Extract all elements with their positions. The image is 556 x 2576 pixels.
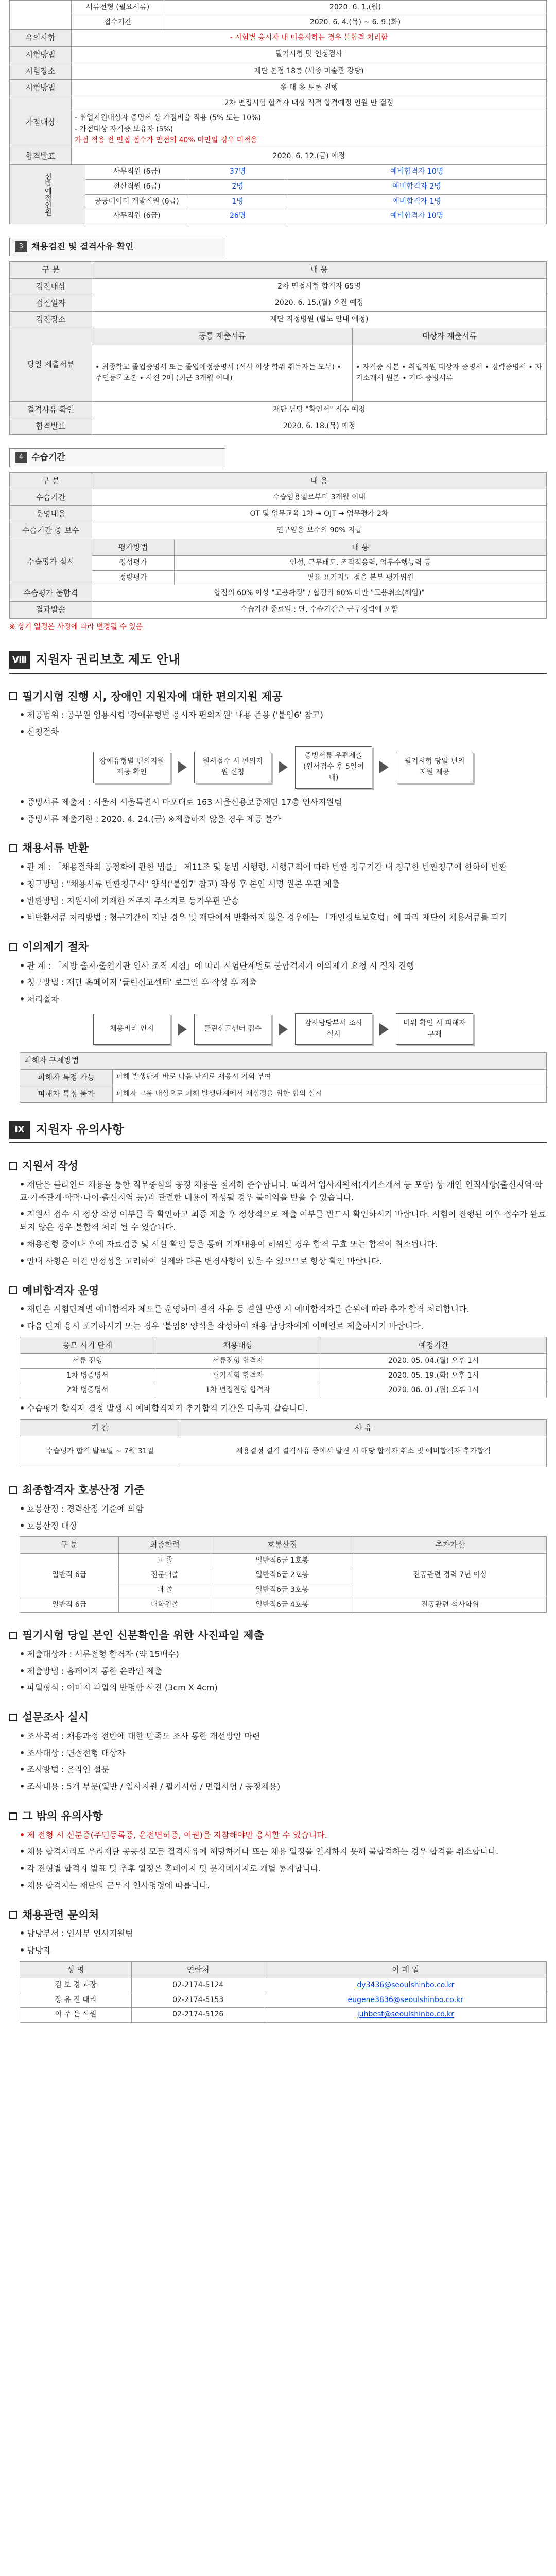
flow-step: 필기시험 당일 편의지원 제공 xyxy=(396,752,473,783)
other-notes-content: • 제 전형 시 신분증(주민등록증, 운전면허증, 여권)을 지참해야만 응시할 수 있습니다. • 채용 합격자라도 우리재단 공공성 모든 결격사유에 해당하거나 또는 채용 일정을 인지하지 못해 불합격하는 경우 합격을 취소합니다. • 각 전형별 합격자 발표 및 추후 일정은 홈페이지 및 문자메시지로 개별 통지합니다. • 채용 합격자는 재단의 근무지 인사명령에 따릅니다. xyxy=(20,1829,499,1890)
table-row: 응모 시기 단계 채용대상 예정기간 xyxy=(20,1337,547,1353)
table-row: 전산직원 (6급) 2명 예비합격자 2명 xyxy=(10,180,547,195)
table-row: 시험방법 필기시험 및 인성검사 xyxy=(10,46,547,63)
table-row: 운영내용 OT 및 업무교육 1차 → OJT → 업무평가 2차 xyxy=(10,506,547,522)
table-row: 피해자 특정 불가 피해자 그룹 대상으로 피해 발생단계에서 재심정을 위한 협의 실시 xyxy=(20,1086,547,1102)
table-row: 수습평가 불합격 합점의 60% 이상 "고용확정" / 합점의 60% 미만 "고용취소(해임)" xyxy=(10,585,547,602)
objection-flow xyxy=(20,1013,547,1045)
subsection-objection: 이의제기 절차 xyxy=(9,939,547,956)
application-flow xyxy=(20,746,547,789)
table-row: 일반직 6급 고 졸 일반직6급 1호봉 전공관련 경력 7년 이상 xyxy=(20,1553,547,1568)
flow-step: 비위 확인 시 피해자 구제 xyxy=(396,1013,473,1045)
survey-content: • 조사목적 : 채용과정 전반에 대한 만족도 조사 통한 개선방안 마련 • 조사대상 : 면접전형 대상자 • 조사방법 : 온라인 설문 • 조사내용 : 5개 부문(일반 / 입사지원 / 필기시험 / 면접시험 / 공정채용) xyxy=(20,1731,281,1792)
arrow-right-icon xyxy=(178,1023,187,1036)
square-bullet-icon xyxy=(9,1714,17,1721)
table-row: 결격사유 확인 재단 담당 "확인서" 접수 예정 xyxy=(10,401,547,418)
table-row: 수습기간 중 보수 연구임용 보수의 90% 지급 xyxy=(10,522,547,539)
section-9-heading: Ⅸ 지원자 유의사항 xyxy=(9,1120,547,1143)
table-row: 검진장소 재단 지정병원 (별도 안내 예정) xyxy=(10,312,547,328)
section-3-heading: 3 채용검진 및 결격사유 확인 xyxy=(9,238,225,256)
table-row: 구 분 최종학력 호봉산정 추가가산 xyxy=(20,1537,547,1553)
headcount-table xyxy=(9,164,547,224)
square-bullet-icon xyxy=(9,1632,17,1639)
table-row: 검진대상 2차 면접시험 합격자 65명 xyxy=(10,278,547,295)
table-row: 서류전형 (필요서류) 2020. 6. 1.(월) xyxy=(10,1,547,15)
arrow-right-icon xyxy=(379,1023,389,1036)
table-row: 시험방법 多 대 多 토론 진행 xyxy=(10,80,547,96)
table-row: 사무직원 (6급) 26명 예비합격자 10명 xyxy=(10,209,547,224)
reserve-period-table xyxy=(20,1419,547,1467)
arrow-right-icon xyxy=(279,761,288,773)
subsection-pay-grade: 최종합격자 호봉산정 기준 xyxy=(9,1482,547,1499)
flow-step: 증빙서류 우편제출 (원서접수 후 5일이내) xyxy=(295,746,372,789)
flow-step: 원서접수 시 편의지원 신청 xyxy=(194,752,271,783)
table-row: 대 졸 일반직6급 3호봉 xyxy=(20,1583,547,1598)
flow-step: 감사담당부서 조사 실시 xyxy=(295,1013,372,1045)
table-row: - 취업지원대상자 증명서 상 가점비율 적용 (5% 또는 10%) - 가점대상 자격증 보유자 (5%) 가점 적용 전 면접 점수가 만점의 40% 미만일 경우 미적용 xyxy=(10,111,547,148)
table-row: 수습기간 수습임용일로부터 3개월 이내 xyxy=(10,489,547,505)
objection-content: • 관 계 : 「지방 출자·출연기관 인사 조직 지침」에 따라 시험단계별로 불합격자가 이의제기 요청 시 절차 진행 • 청구방법 : 재단 홈페이지 '클린신고센터' 로그인 후 작성 후 제출 • 처리절차 채용비리 인지 클린신고센터 접수 감사담당부서 조사 실시 비위 확인 시 피해자 구제 피해자 구제방법 피해자 특정 가능 피해 발생단계 바로 다음 단계로 재응시 기회 부여 피해자 특정 불가 피해자 그룹 대상으로 피해 발생단계에서 재심정을 위한 협의 실시 xyxy=(9,960,547,1103)
pay-grade-table xyxy=(20,1536,547,1613)
flow-step: 채용비리 인지 xyxy=(93,1014,170,1045)
table-row: 장 유 진 대리 02-2174-5153 eugene3836@seoulshinbo.co.kr xyxy=(20,1993,547,2008)
table-row: 김 보 경 과장 02-2174-5124 dy3436@seoulshinbo.co.kr xyxy=(20,1978,547,1993)
subsection-application-writing: 지원서 작성 xyxy=(9,1158,547,1175)
subsection-document-return: 채용서류 반환 xyxy=(9,840,547,857)
flow-step: 클린신고센터 접수 xyxy=(194,1014,271,1045)
probation-table xyxy=(9,472,547,619)
table-row: 일반직 6급 대학원졸 일반직6급 4호봉 전공관련 석사학위 xyxy=(20,1598,547,1613)
subsection-survey: 설문조사 실시 xyxy=(9,1709,547,1726)
table-row: 피해자 구제방법 xyxy=(20,1053,547,1069)
table-row: 정량평가 필요 표기지도 점을 본부 평가위원 xyxy=(10,570,547,585)
contact-email-link[interactable]: eugene3836@seoulshinbo.co.kr xyxy=(348,1995,463,2004)
arrow-right-icon xyxy=(379,761,389,773)
disability-support-content: • 제공범위 : 공무원 임용시험 '장애유형별 응시자 편의지원' 내용 준용 ('붙임6' 참고) • 신청절차 장애유형별 편의지원 제공 확인 원서접수 시 편의지원 신청 증빙서류 우편제출 (원서접수 후 5일이내) 필기시험 당일 편의지원 제공 • 증빙서류 제출처 : 서울시 서울특별시 마포대로 163 서울신용보증재단 17층 인사지원팀 • 증빙서류 제출기한 : 2020. 4. 24.(금) ※제출하지 않을 경우 제공 불가 xyxy=(9,709,547,825)
table-row: 구 분 내 용 xyxy=(10,262,547,278)
photo-submission-content: • 제출대상자 : 서류전형 합격자 (약 15배수) • 제출방법 : 홈페이지 통한 온라인 제출 • 파일형식 : 이미지 파일의 반명함 사진 (3cm X 4cm) xyxy=(20,1649,218,1693)
table-row: 결과발송 수습기간 종료일 : 단, 수습기간은 근무경력에 포함 xyxy=(10,602,547,618)
square-bullet-icon xyxy=(9,1162,17,1170)
square-bullet-icon xyxy=(9,1486,17,1494)
table-row: 피해자 특정 가능 피해 발생단계 바로 다음 단계로 재응시 기회 부여 xyxy=(20,1069,547,1086)
table-row: 가점대상 2차 면접시험 합격자 대상 적격 합격예정 인원 만 결정 xyxy=(10,96,547,111)
table-row: 공공데이터 개발직원 (6급) 1명 예비합격자 1명 xyxy=(10,194,547,209)
section-8-heading: Ⅷ 지원자 권리보호 제도 안내 xyxy=(9,650,547,673)
arrow-right-icon xyxy=(178,761,187,773)
square-bullet-icon xyxy=(9,692,17,700)
table-row: 전문대졸 일반직6급 2호봉 xyxy=(20,1568,547,1583)
square-bullet-icon xyxy=(9,1812,17,1820)
table-row: 유의사항 - 시험별 응시자 내 미응시하는 경우 불합격 처리함 xyxy=(10,30,547,46)
subsection-reserve-candidates: 예비합격자 운영 xyxy=(9,1282,547,1299)
application-writing-content: • 재단은 블라인드 채용을 통한 직무중심의 공정 채용을 철저히 준수합니다. 따라서 입사지원서(자기소개서 등 포함) 상 개인 인적사항(출신지역·학교·가족관계·학력·나이·출신지역 등)과 관련한 내용이 작성될 경우 불이익을 받을 수 있습니다. • 지원서 접수 시 정상 작성 여부를 꼭 확인하고 최종 제출 후 정상적으로 제출 여부를 반드시 확인하시기 바랍니다. 시험이 진행된 이후 접수가 완료되지 않은 경우 불합격 처리 될 수 있습니다. • 채용전형 중이나 후에 자료검증 및 서실 확인 등을 통해 기재내용이 허위일 경우 합격 무효 또는 합격이 취소됩니다. • 안내 사항은 여건 안정성을 고려하여 실제와 다른 변경사항이 있을 수 있으므로 항상 확인 바랍니다. xyxy=(20,1179,546,1266)
contact-email-link[interactable]: dy3436@seoulshinbo.co.kr xyxy=(357,1981,455,1990)
table-row: 구 분 내 용 xyxy=(10,472,547,489)
contact-email-link[interactable]: juhbest@seoulshinbo.co.kr xyxy=(357,2010,454,2019)
reserve-candidates-content: • 재단은 시험단계별 예비합격자 제도를 운영하며 결격 사유 등 결원 발생 시 예비합격자를 순위에 따라 추가 합격 처리합니다. • 다음 단계 응시 포기하시기 또는 경우 '붙임8' 양식을 작성하여 채용 담당자에게 이메일로 제출하시기 바랍니다. 응모 시기 단계 채용대상 예정기간 서류 전형 서류전형 합격자 2020. 05. 04.(월) 오후 1시 1차 병증명서 필기시험 합격자 2020. 05. 19.(화) 오후 1시 2차 병증명서 1차 면접전형 합격자 2020. 06. 01.(월) 오후 1시 • 수습평가 합격자 결정 발생 시 예비합격자가 추가합격 기간은 다음과 같습니다. 기 간 사 유 수습평가 합격 발표일 ~ 7월 31일 채용결정 결격 결격사유 중에서 발견 시 해당 합격자 취소 및 예비합격자 추가합격 xyxy=(9,1303,547,1467)
contact-content: • 담당부서 : 인사부 인사지원팀 • 담당자 성 명 연락처 이 메 일 김 보 경 과장 02-2174-5124 dy3436@seoulshinbo.co.kr 장 유 진 대리 02-2174-5153 eugene3836@seoulshinbo.co.kr 이 주 은 사원 02-2174-5126 juhbest@seoulshinbo.co.kr xyxy=(9,1927,547,2023)
victim-relief-table xyxy=(20,1052,547,1103)
subsection-contact: 채용관련 문의처 xyxy=(9,1907,547,1924)
reserve-schedule-table xyxy=(20,1337,547,1398)
table-row: 시험장소 재단 본점 18층 (세종 미술관 강당) xyxy=(10,63,547,79)
arrow-right-icon xyxy=(279,1023,288,1036)
table-row: 정성평가 인성, 근무태도, 조직적응력, 업무수행능력 등 xyxy=(10,555,547,570)
pay-grade-content: • 호봉산정 : 경력산정 기준에 의함 • 호봉산정 대상 구 분 최종학력 호봉산정 추가가산 일반직 6급 고 졸 일반직6급 1호봉 전공관련 경력 7년 이상 전문대졸 일반직6급 2호봉 대 졸 일반직6급 3호봉 일반직 6급 대학원졸 일반직6급 4호봉 전공관련 석사학위 xyxy=(9,1503,547,1613)
table-row: 접수기간 2020. 6. 4.(목) ~ 6. 9.(화) xyxy=(10,15,547,30)
table-row: 이 주 은 사원 02-2174-5126 juhbest@seoulshinbo.co.kr xyxy=(20,2008,547,2023)
square-bullet-icon xyxy=(9,943,17,951)
subsection-disability-support: 필기시험 진행 시, 장애인 지원자에 대한 편의지원 제공 xyxy=(9,688,547,705)
table-row: 성 명 연락처 이 메 일 xyxy=(20,1961,547,1978)
table-row: • 최종학교 졸업증명서 또는 졸업예정증명서 (석사 이상 학위 취득자는 모두) • 주민등록초본 • 사진 2매 (최근 3개월 이내) • 자격증 사본 • 취업지원 대상자 증명서 • 경력증명서 • 자기소개서 원본 • 기타 증빙서류 xyxy=(10,345,547,401)
square-bullet-icon xyxy=(9,1911,17,1919)
square-bullet-icon xyxy=(9,844,17,852)
table-row: 선발예정인원 사무직원 (6급) 37명 예비합격자 10명 xyxy=(10,165,547,180)
contact-table xyxy=(20,1961,547,2023)
subsection-photo-submission: 필기시험 당일 본인 신분확인을 위한 사진파일 제출 xyxy=(9,1627,547,1644)
table-row: 서류 전형 서류전형 합격자 2020. 05. 04.(월) 오후 1시 xyxy=(20,1354,547,1369)
table-row: 검진일자 2020. 6. 15.(월) 오전 예정 xyxy=(10,295,547,311)
table-row: 수습평가 실시 평가방법 내 용 xyxy=(10,539,547,555)
schedule-table xyxy=(9,0,547,165)
table-row: 1차 병증명서 필기시험 합격자 2020. 05. 19.(화) 오후 1시 xyxy=(20,1368,547,1383)
document-return-content: • 관 계 : 「채용절차의 공정화에 관한 법률」 제11조 및 동법 시행령, 시행규칙에 따라 반환 청구기간 내 청구한 반환청구에 한하여 반환 • 청구방법 : "채용서류 반환청구서" 양식('붙임7' 참고) 작성 후 본인 서명 원본 우편 제출 • 반환방법 : 지원서에 기재한 거주지 주소지로 등기우편 발송 • 비반환서류 처리방법 : 청구기간이 지난 경우 및 재단에서 반환하지 않은 경우에는 「개인정보보호법」에 따라 재단이 채용서류를 파기 xyxy=(20,861,508,923)
section-4-heading: 4 수습기간 xyxy=(9,448,225,467)
square-bullet-icon xyxy=(9,1286,17,1294)
subsection-other-notes: 그 밖의 유의사항 xyxy=(9,1808,547,1825)
table-row: 기 간 사 유 xyxy=(20,1419,547,1436)
table-row: 당일 제출서류 공통 제출서류 대상자 제출서류 xyxy=(10,328,547,345)
schedule-change-note: ※ 상기 일정은 사정에 따라 변경될 수 있음 xyxy=(9,622,143,631)
table-row: 합격발표 2020. 6. 12.(금) 예정 xyxy=(10,148,547,165)
table-row: 수습평가 합격 발표일 ~ 7월 31일 채용결정 결격 결격사유 중에서 발견 시 해당 합격자 취소 및 예비합격자 추가합격 xyxy=(20,1436,547,1467)
table-row: 2차 병증명서 1차 면접전형 합격자 2020. 06. 01.(월) 오후 1시 xyxy=(20,1383,547,1398)
health-check-table xyxy=(9,261,547,435)
flow-step: 장애유형별 편의지원 제공 확인 xyxy=(93,752,170,783)
table-row: 합격발표 2020. 6. 18.(목) 예정 xyxy=(10,418,547,434)
